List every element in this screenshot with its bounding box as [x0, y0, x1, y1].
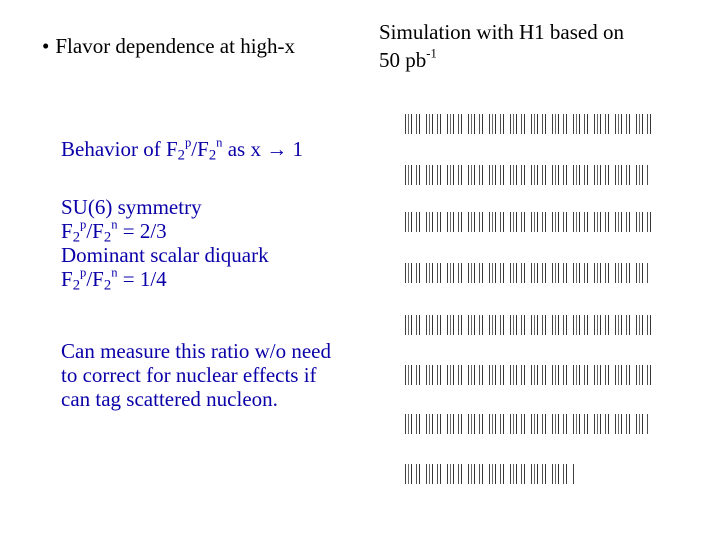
su6-ratio: [61, 217, 269, 246]
behavior-sup-1: p: [185, 135, 192, 150]
su6-ratio-sup-a: p: [80, 217, 87, 232]
simulation-title-line-1: Simulation with H1 based on: [379, 20, 624, 44]
diquark-ratio-slash: /F: [86, 267, 104, 291]
scanned-text-line: [404, 414, 650, 434]
scanned-text-line: [404, 165, 650, 185]
measurement-note-line-1: Can measure this ratio w/o need: [61, 339, 332, 363]
behavior-suffix: as x → 1: [222, 137, 303, 161]
diquark-label: Dominant scalar diquark: [61, 243, 269, 267]
scanned-text-line: [404, 315, 652, 335]
scanned-text-line: [404, 114, 652, 134]
behavior-sub-2: 2: [208, 147, 217, 164]
scanned-text-image: [404, 100, 656, 498]
diquark-ratio-sub-a: 2: [72, 277, 81, 294]
su6-ratio-f: F: [61, 219, 73, 243]
measurement-note-line-2: to correct for nuclear effects if: [61, 363, 317, 387]
scanned-text-line: [404, 263, 648, 283]
su6-block: [61, 195, 269, 294]
diquark-ratio-sup-a: p: [80, 265, 87, 280]
diquark-ratio: [61, 265, 269, 294]
bullet-heading: [42, 34, 295, 59]
su6-ratio-sub-b: 2: [103, 229, 112, 246]
diquark-ratio-f: F: [61, 267, 73, 291]
diquark-ratio-sup-b: n: [111, 265, 118, 280]
bullet-heading-text: Flavor dependence at high-x: [55, 34, 296, 58]
su6-ratio-sub-a: 2: [72, 229, 81, 246]
su6-symmetry-label: SU(6) symmetry: [61, 195, 202, 219]
luminosity-value: 50 pb: [379, 48, 427, 72]
scanned-text-line: [404, 365, 654, 385]
measurement-note-line-3: can tag scattered nucleon.: [61, 387, 278, 411]
scanned-text-line: [404, 464, 576, 484]
simulation-title-line-2: [379, 46, 624, 74]
su6-ratio-slash: /F: [86, 219, 104, 243]
behavior-sup-2: n: [216, 135, 223, 150]
behavior-sub-1: 2: [177, 147, 185, 164]
simulation-title: [379, 18, 624, 74]
measurement-note: [61, 339, 331, 411]
luminosity-exponent: -1: [426, 46, 437, 61]
bullet-icon: •: [42, 34, 50, 58]
diquark-ratio-sub-b: 2: [103, 277, 112, 294]
diquark-ratio-value: = 1/4: [117, 267, 167, 291]
behavior-slash: /F: [191, 137, 209, 161]
behavior-heading: [61, 135, 303, 164]
su6-ratio-sup-b: n: [111, 217, 118, 232]
su6-ratio-value: = 2/3: [117, 219, 167, 243]
behavior-prefix: Behavior of F: [61, 137, 178, 161]
scanned-text-line: [404, 212, 654, 232]
